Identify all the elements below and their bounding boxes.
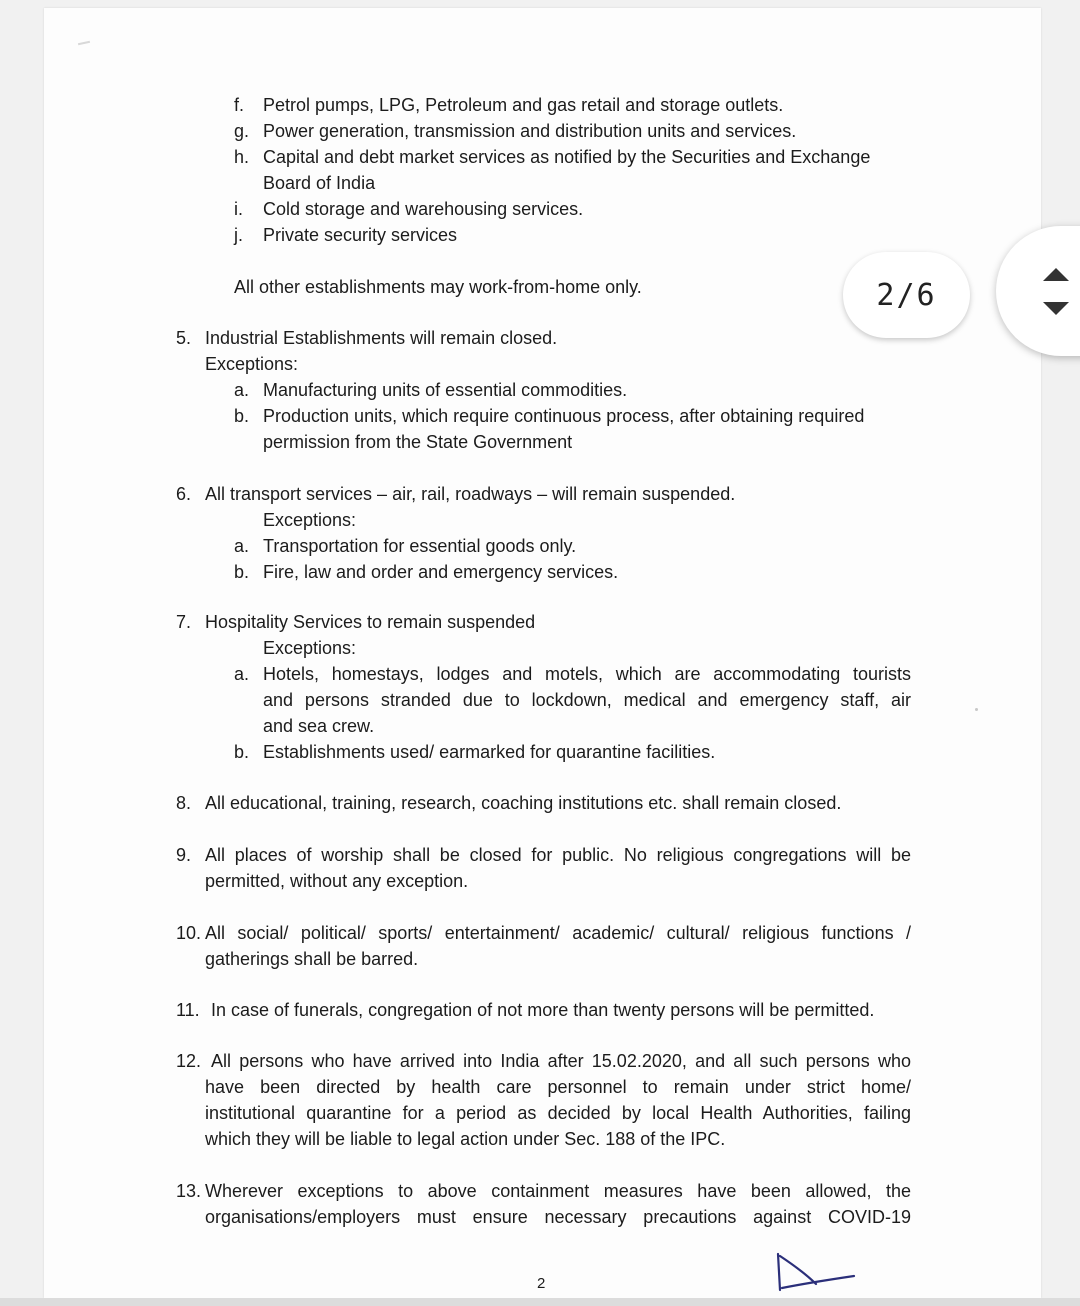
item-7a-line3: and sea crew. [263,716,375,736]
item-marker: j. [234,225,243,245]
item-8-text: All educational, training, research, coaching institutions etc. shall remain closed. [205,793,842,813]
item-g-text: Power generation, transmission and distribution units and services. [263,121,797,141]
signature-icon [772,1246,862,1296]
item-13-line2: organisations/employers must ensure necessary precautions against COVID-19 [205,1207,911,1227]
item-marker: 12. [176,1051,202,1071]
item-marker: 13. [176,1181,202,1201]
item-i-text: Cold storage and warehousing services. [263,199,584,219]
scan-speck [975,708,978,711]
item-marker: b. [234,406,250,426]
item-marker: b. [234,562,250,582]
item-6a-text: Transportation for essential goods only. [263,536,577,556]
item-12-line1: All persons who have arrived into India after 15.02.2020, and all such persons who [211,1051,911,1071]
scroll-down-icon[interactable] [1043,302,1069,315]
item-12-line3: institutional quarantine for a period as decided by local Health Authorities, failing [205,1103,911,1123]
item-marker: b. [234,742,250,762]
exceptions-label: Exceptions: [263,510,357,530]
item-12-line2: have been directed by health care personnel to remain under strict home/ [205,1077,911,1097]
item-f-text: Petrol pumps, LPG, Petroleum and gas retail and storage outlets. [263,95,784,115]
item-7-text: Hospitality Services to remain suspended [205,612,536,632]
page-number: 2 [537,1275,546,1292]
bottom-bar [0,1298,1080,1306]
scroll-up-icon[interactable] [1043,268,1069,281]
item-h-line1: Capital and debt market services as notified by the Securities and Exchange [263,147,871,167]
item-13-line1: Wherever exceptions to above containment measures have been allowed, the [205,1181,911,1201]
exceptions-label: Exceptions: [205,354,299,374]
item-marker: 5. [176,328,192,348]
item-5a-text: Manufacturing units of essential commodities. [263,380,628,400]
item-5-text: Industrial Establishments will remain closed. [205,328,558,348]
item-5b-line1: Production units, which require continuous process, after obtaining required [263,406,865,426]
item-6-text: All transport services – air, rail, roadways – will remain suspended. [205,484,736,504]
item-marker: a. [234,380,250,400]
wfh-text: All other establishments may work-from-home only. [234,277,642,297]
item-marker: 11. [176,1000,200,1020]
item-5b-line2: permission from the State Government [263,432,573,452]
item-11-text: In case of funerals, congregation of not more than twenty persons will be permitted. [211,1000,875,1020]
item-marker: 6. [176,484,192,504]
page-indicator-badge: 2/6 [843,252,970,338]
item-marker: 10. [176,923,202,943]
item-marker: 7. [176,612,192,632]
item-marker: a. [234,536,250,556]
item-h-line2: Board of India [263,173,376,193]
item-marker: i. [234,199,243,219]
item-marker: 8. [176,793,192,813]
item-marker: f. [234,95,245,115]
item-marker: g. [234,121,250,141]
item-7a-line1: Hotels, homestays, lodges and motels, which are accommodating tourists [263,664,911,684]
item-9-line1: All places of worship shall be closed for public. No religious congregations will be [205,845,911,865]
item-j-text: Private security services [263,225,458,245]
item-9-line2: permitted, without any exception. [205,871,469,891]
item-6b-text: Fire, law and order and emergency services. [263,562,619,582]
item-marker: a. [234,664,250,684]
item-7a-line2: and persons stranded due to lockdown, medical and emergency staff, air [263,690,911,710]
item-12-line4: which they will be liable to legal action under Sec. 188 of the IPC. [205,1129,726,1149]
item-marker: 9. [176,845,192,865]
item-10-line1: All social/ political/ sports/ entertainment/ academic/ cultural/ religious functions / [205,923,911,943]
item-10-line2: gatherings shall be barred. [205,949,419,969]
item-marker: h. [234,147,250,167]
item-7b-text: Establishments used/ earmarked for quarantine facilities. [263,742,716,762]
exceptions-label: Exceptions: [263,638,357,658]
